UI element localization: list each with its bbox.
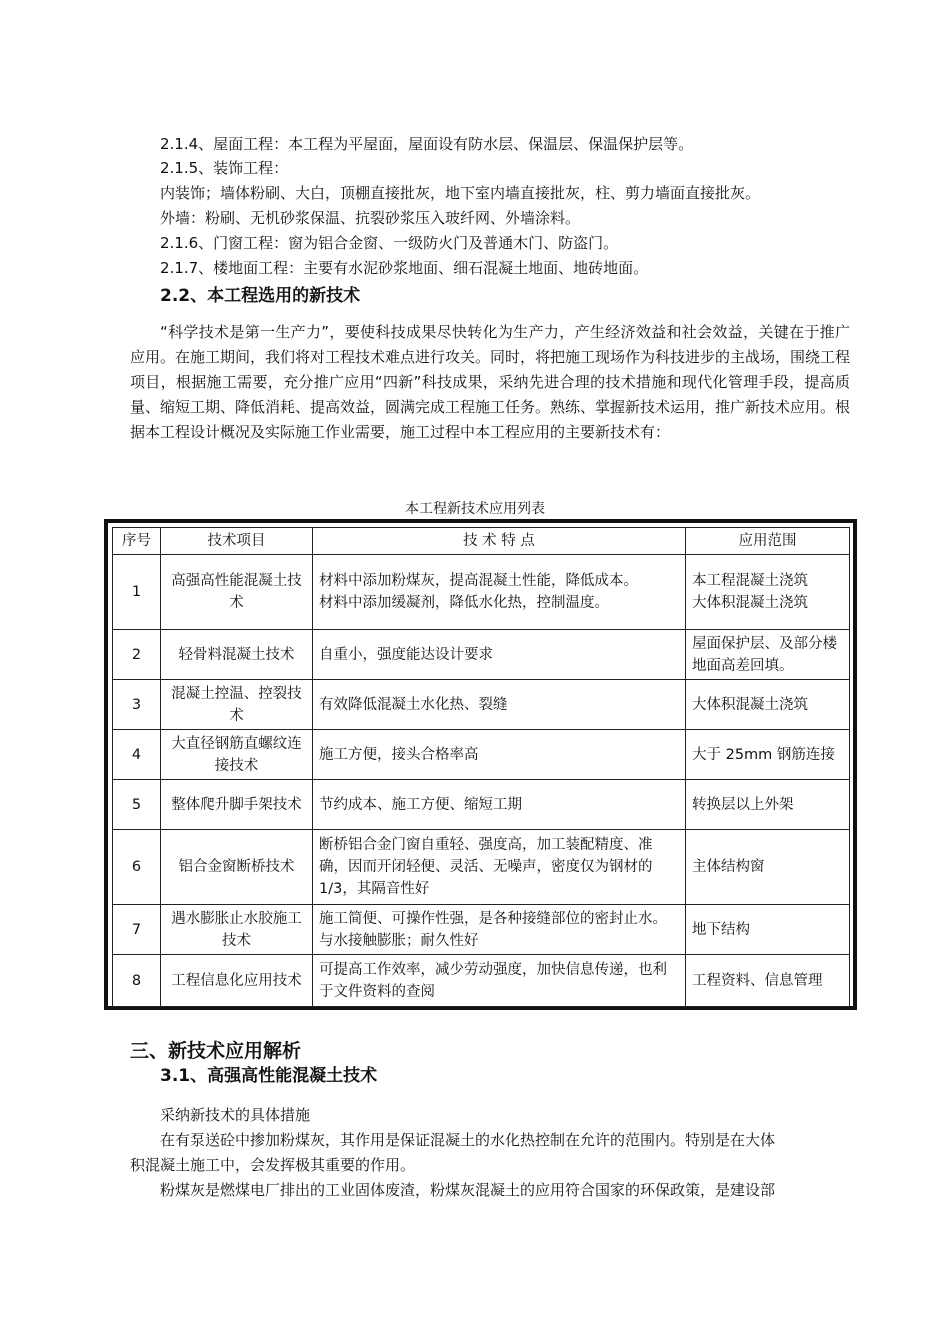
row-item: 遇水膨胀止水胶施工技术 bbox=[161, 905, 313, 955]
row-feature: 可提高工作效率，减少劳动强度，加快信息传递，也利于文件资料的查阅 bbox=[313, 955, 686, 1007]
row-scope: 主体结构窗 bbox=[686, 830, 850, 905]
text-line-exterior: 外墙：粉刷、无机砂浆保温、抗裂砂浆压入玻纤网、外墙涂料。 bbox=[160, 209, 581, 227]
row-scope: 本工程混凝土浇筑 大体积混凝土浇筑 bbox=[686, 555, 850, 630]
row-no: 6 bbox=[113, 830, 161, 905]
paragraph-1-line-2: 积混凝土施工中，会发挥极其重要的作用。 bbox=[130, 1156, 416, 1174]
row-scope: 地下结构 bbox=[686, 905, 850, 955]
paragraph-2-line-1: 粉煤灰是燃煤电厂排出的工业固体废渣，粉煤灰混凝土的应用符合国家的环保政策，是建设部 bbox=[160, 1181, 776, 1199]
header-feature: 技 术 特 点 bbox=[313, 528, 686, 555]
row-no: 1 bbox=[113, 555, 161, 630]
row-item: 大直径钢筋直螺纹连接技术 bbox=[161, 730, 313, 780]
table-body bbox=[113, 555, 850, 1007]
table-row bbox=[113, 780, 850, 830]
measures-title: 采纳新技术的具体措施 bbox=[160, 1106, 311, 1124]
header-scope: 应用范围 bbox=[686, 528, 850, 555]
header-item: 技术项目 bbox=[161, 528, 313, 555]
text-line-2-1-6: 2.1.6、门窗工程：窗为铝合金窗、一级防火门及普通木门、防盗门。 bbox=[160, 234, 619, 252]
text-line-2-1-4: 2.1.4、屋面工程：本工程为平屋面，屋面设有防水层、保温层、保温保护层等。 bbox=[160, 135, 694, 153]
section-heading-3-1: 3.1、高强高性能混凝土技术 bbox=[160, 1066, 378, 1086]
table-row bbox=[113, 555, 850, 630]
row-feature: 材料中添加粉煤灰，提高混凝土性能，降低成本。 材料中添加缓凝剂，降低水化热，控制温度。 bbox=[313, 555, 686, 630]
row-scope: 工程资料、信息管理 bbox=[686, 955, 850, 1007]
row-feature: 施工方便，接头合格率高 bbox=[313, 730, 686, 780]
tech-table-frame bbox=[104, 519, 857, 1010]
row-item: 整体爬升脚手架技术 bbox=[161, 780, 313, 830]
row-item: 高强高性能混凝土技术 bbox=[161, 555, 313, 630]
intro-paragraph bbox=[130, 320, 850, 445]
text-line-2-1-5: 2.1.5、装饰工程： bbox=[160, 159, 289, 177]
row-scope: 大于 25mm 钢筋连接 bbox=[686, 730, 850, 780]
text-line-interior: 内装饰；墙体粉刷、大白，顶棚直接批灰，地下室内墙直接批灰，柱、剪力墙面直接批灰。 bbox=[160, 184, 761, 202]
row-scope: 转换层以上外架 bbox=[686, 780, 850, 830]
row-no: 4 bbox=[113, 730, 161, 780]
intro-paragraph-text: “科学技术是第一生产力”，要使科技成果尽快转化为生产力，产生经济效益和社会效益，关键在于推广应用。在施工期间，我们将对工程技术难点进行攻关。同时，将把施工现场作为科技进步的主战场，围绕工程项目，根据施工需要，充分推广应用“四新”科技成果，采纳先进合理的技术措施和现代化管理手段，提高质量、缩短工期、降低消耗、提高效益，圆满完成工程施工任务。熟练、掌握新技术运用，推广新技术应用。根据本工程设计概况及实际施工作业需要，施工过程中本工程应用的主要新技术有： bbox=[130, 323, 851, 441]
row-item: 轻骨料混凝土技术 bbox=[161, 630, 313, 680]
table-row bbox=[113, 905, 850, 955]
row-feature: 有效降低混凝土水化热、裂缝 bbox=[313, 680, 686, 730]
row-feature: 断桥铝合金门窗自重轻、强度高，加工装配精度、准确，因而开闭轻便、灵活、无噪声，密度仅为钢材的 1/3，其隔音性好 bbox=[313, 830, 686, 905]
row-scope: 屋面保护层、及部分楼地面高差回填。 bbox=[686, 630, 850, 680]
row-item: 铝合金窗断桥技术 bbox=[161, 830, 313, 905]
row-no: 8 bbox=[113, 955, 161, 1007]
row-no: 2 bbox=[113, 630, 161, 680]
tech-table bbox=[112, 527, 850, 1007]
row-feature: 节约成本、施工方便、缩短工期 bbox=[313, 780, 686, 830]
paragraph-1-line-1: 在有泵送砼中掺加粉煤灰，其作用是保证混凝土的水化热控制在允许的范围内。特别是在大体 bbox=[160, 1131, 776, 1149]
row-feature: 施工简便、可操作性强，是各种接缝部位的密封止水。与水接触膨胀；耐久性好 bbox=[313, 905, 686, 955]
table-row bbox=[113, 830, 850, 905]
header-no: 序号 bbox=[113, 528, 161, 555]
table-header-row bbox=[113, 528, 850, 555]
row-no: 3 bbox=[113, 680, 161, 730]
section-heading-3: 三、新技术应用解析 bbox=[130, 1040, 302, 1062]
section-heading-2-2: 2.2、本工程选用的新技术 bbox=[160, 286, 361, 306]
table-row bbox=[113, 630, 850, 680]
table-caption: 本工程新技术应用列表 bbox=[405, 501, 545, 517]
row-item: 工程信息化应用技术 bbox=[161, 955, 313, 1007]
row-item: 混凝土控温、控裂技术 bbox=[161, 680, 313, 730]
table-row bbox=[113, 680, 850, 730]
text-line-2-1-7: 2.1.7、楼地面工程：主要有水泥砂浆地面、细石混凝土地面、地砖地面。 bbox=[160, 259, 649, 277]
row-no: 5 bbox=[113, 780, 161, 830]
row-no: 7 bbox=[113, 905, 161, 955]
table-row bbox=[113, 955, 850, 1007]
row-feature: 自重小，强度能达设计要求 bbox=[313, 630, 686, 680]
table-row bbox=[113, 730, 850, 780]
row-scope: 大体积混凝土浇筑 bbox=[686, 680, 850, 730]
